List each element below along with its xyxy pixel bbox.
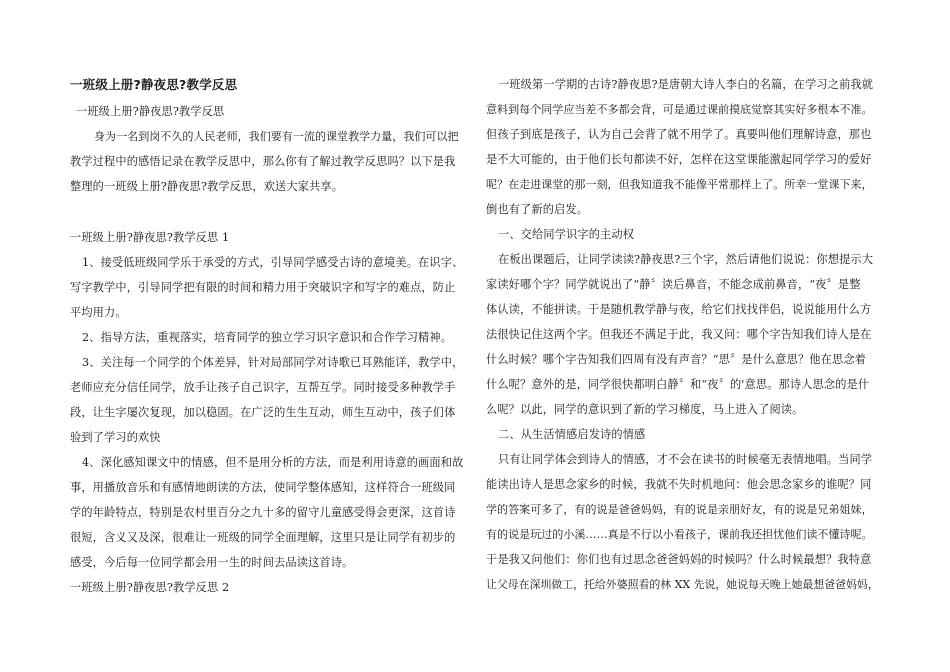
list-item-line: 事，用播放音乐和有感情地朗读的方法，使同学整体感知，这样符合一班级同 (70, 481, 456, 494)
list-item-line: 老师应充分信任同学，放手让孩子自己识字，互帮互学。同时接受多种教学手 (70, 381, 456, 394)
list-item-line: 很短，含义又及深，很难让一班级的同学全面理解，这里只是让同学有初步的 (70, 531, 456, 544)
list-item-line: 1、接受低班级同学乐于承受的方式，引导同学感受古诗的意境美。在识字、 (82, 256, 464, 269)
paragraph-line: 学的答案可多了，有的说是爸爸妈妈，有的说是亲朋好友，有的说是兄弟姐妹， (486, 503, 873, 516)
list-item-line: 3、关注每一个同学的个体差异，针对局部同学对诗歌已耳熟能详，教学中， (82, 356, 464, 369)
paragraph-line: 有的说是玩过的小溪……真是不行以小看孩子，课前我还担忧他们读不懂诗呢。 (486, 528, 873, 541)
paragraph-line: 在板出课题后，让同学读读?静夜思?三个字，然后请他们说说：你想提示大 (498, 253, 874, 266)
list-item-line: 4、深化感知课文中的情感，但不是用分析的方法，而是利用诗意的画面和故 (82, 456, 464, 469)
paragraph-line: 法很快记住这两个字。但我还不满足于此，我又问：哪个字告知我们诗人是在 (486, 328, 872, 341)
subtitle-line: 一班级上册?静夜思?教学反思 (76, 105, 225, 118)
paragraph-line: 于是我又问他们：你们也有过思念爸爸妈妈的时候吗？什么时候最想？我特意 (486, 553, 872, 566)
paragraph-line: 让父母在深圳做工，托给外婆照看的林 XX 先说，她说每天晚上她最想爸爸妈妈， (486, 578, 879, 591)
paragraph-line: 体认读，不能拼读。于是随机教学静与夜，给它们找找伴侣，说说能用什么方 (486, 303, 872, 316)
section-heading: 二、从生活情感启发诗的情感 (498, 428, 646, 441)
paragraph-line: 能读出诗人是思念家乡的时候，我就不失时机地问：他会思念家乡的谁呢？同 (486, 478, 872, 491)
paragraph-line: 家读好哪个字？同学就说出了“静〞读后鼻音，不能念成前鼻音，“夜〞是整 (486, 278, 861, 291)
list-item-line: 2、指导方法，重视落实，培育同学的独立学习识字意识和合作学习精神。 (82, 331, 453, 344)
list-item-line: 感受，今后每一位同学都会用一生的时间去品读这首诗。 (70, 556, 354, 569)
paragraph-line: 么呢？以此，同学的意识到了新的学习梯度，马上进入了阅读。 (486, 403, 804, 416)
paragraph-line: 是不大可能的，由于他们长句都读不好，怎样在这堂课能激起同学学习的爱好 (486, 153, 872, 166)
list-item-line: 平均用力。 (70, 306, 127, 319)
list-item-line: 写字教学中，引导同学把有限的时间和精力用于突破识字和写字的难点，防止 (70, 281, 456, 294)
list-item-line: 学的年龄特点，特别是农村里百分之九十多的留守儿童感受得会更深，这首诗 (70, 506, 456, 519)
section-heading: 一班级上册?静夜思?教学反思 1 (70, 231, 230, 244)
section-heading: 一班级上册?静夜思?教学反思 2 (70, 581, 230, 594)
paragraph-line: 整理的一班级上册?静夜思?教学反思，欢送大家共享。 (70, 180, 344, 193)
paragraph-line: 呢？在走进课堂的那一刻，但我知道我不能像平常那样上了。所幸一堂课下来， (486, 178, 873, 191)
paragraph-line: 身为一名到岗不久的人民老师，我们要有一流的课堂教学力量，我们可以把 (94, 130, 459, 143)
list-item-line: 段，让生字屡次复现，加以稳固。在广泛的生生互动，师生互动中，孩子们体 (70, 406, 456, 419)
list-item-line: 验到了学习的欢快 (70, 431, 161, 444)
paragraph-line: 一班级第一学期的古诗?静夜思?是唐朝大诗人李白的名篇，在学习之前我就 (498, 78, 874, 91)
paragraph-line: 什么呢？意外的是，同学很快都明白静〞和“夜〞的'意思。那诗人思念的是什 (486, 378, 870, 391)
paragraph-line: 什么时候？哪个字告知我们四周有没有声音？“思〞是什么意思？他在思念着 (486, 353, 867, 366)
paragraph-line: 教学过程中的感悟记录在教学反思中，那么你有了解过教学反思吗？以下是我 (70, 155, 456, 168)
paragraph-line: 意料到每个同学应当差不多都会背，可是通过课前摸底觉察其实好多根本不准。 (486, 103, 873, 116)
paragraph-line: 倒也有了新的启发。 (486, 203, 589, 216)
paragraph-line: 但孩子到底是孩子，认为自己会背了就不用学了。真要叫他们理解诗意，那也 (486, 128, 872, 141)
document-title: 一班级上册?静夜思?教学反思 (70, 77, 238, 92)
paragraph-line: 只有让同学体会到诗人的情感，才不会在读书的时候毫无表情地唱。当同学 (498, 453, 873, 466)
section-heading: 一、交给同学识字的主动权 (498, 228, 635, 241)
